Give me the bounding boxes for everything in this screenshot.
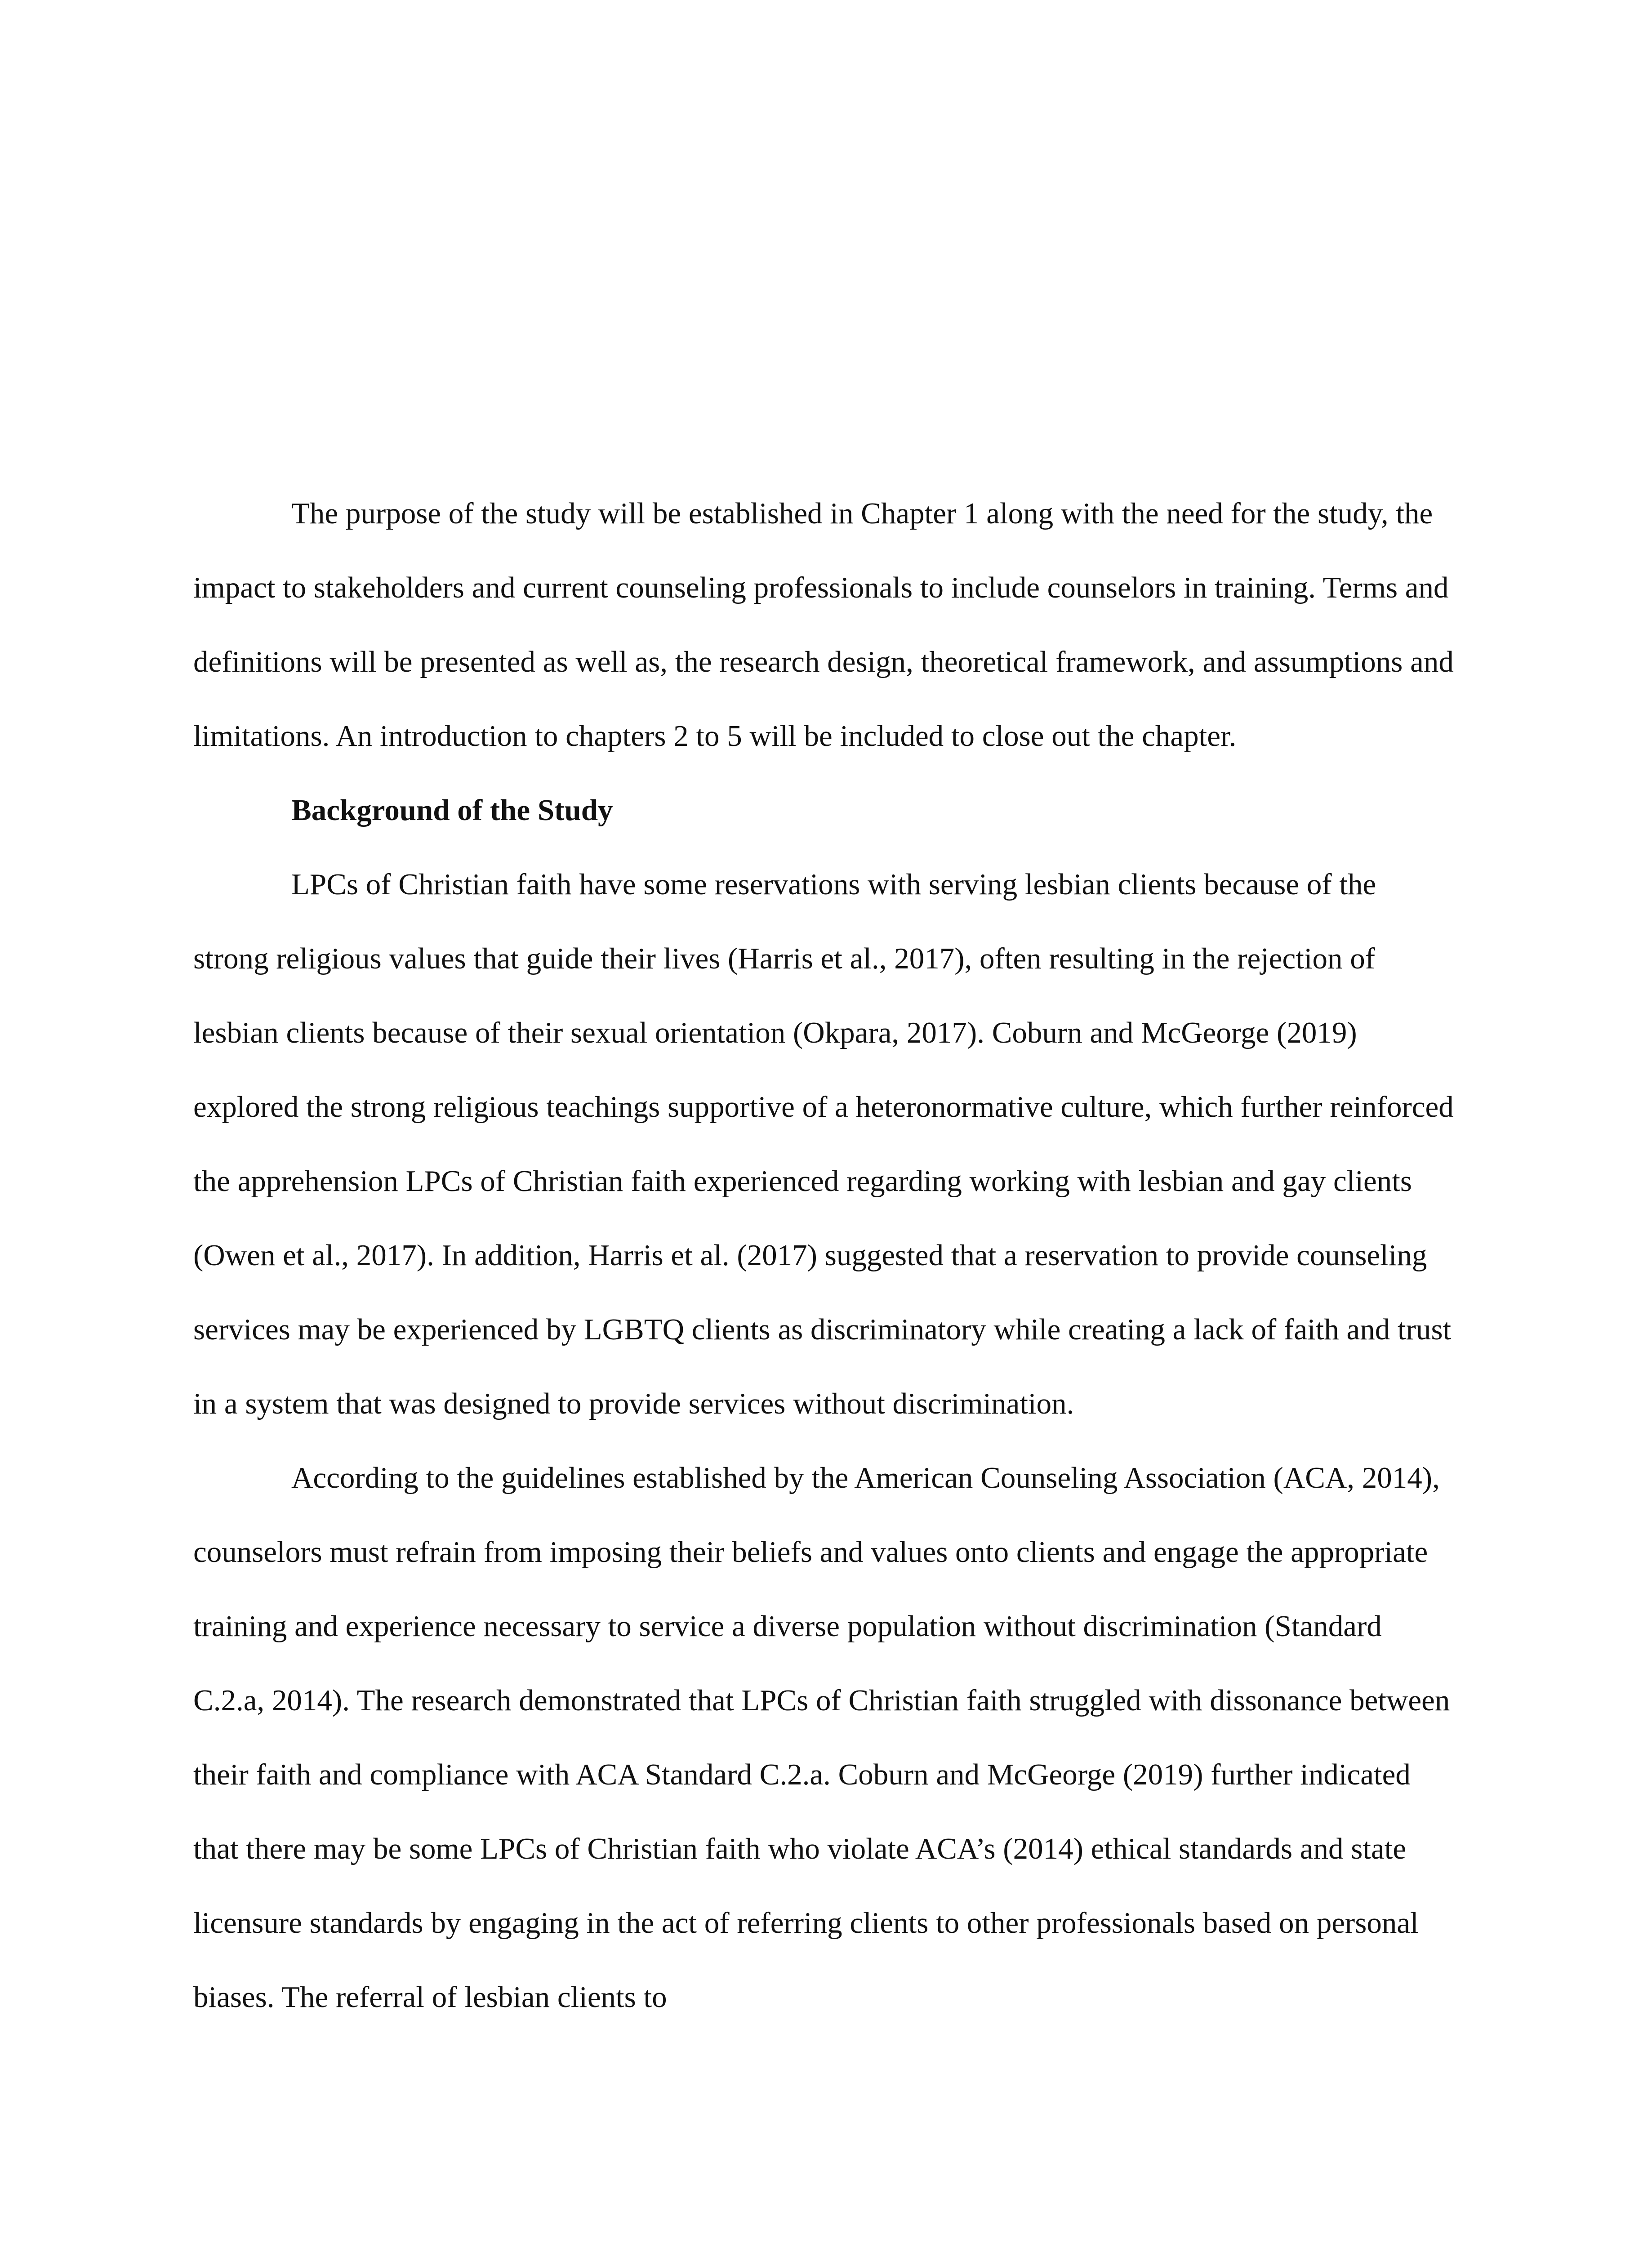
section-heading: Background of the Study <box>291 794 613 827</box>
document-body <box>193 477 1459 2034</box>
background-paragraph-1: LPCs of Christian faith have some reservations with serving lesbian clients because of the strong religious values that guide their lives (Harris et al., 2017), often resulting in the rejection of lesbian clients because of their sexual orientation (Okpara, 2017). Coburn and McGeorge (2019) explored the strong religious teachings supportive of a heteronormative culture, which further reinforced the apprehension LPCs of Christian faith experienced regarding working with lesbian and gay clients (Owen et al., 2017). In addition, Harris et al. (2017) suggested that a reservation to provide counseling services may be experienced by LGBTQ clients as discriminatory while creating a lack of faith and trust in a system that was designed to provide services without discrimination. <box>193 868 1454 1420</box>
intro-paragraph: The purpose of the study will be established in Chapter 1 along with the need for the study, the impact to stakeholders and current counseling professionals to include counselors in training. Terms and definitions will be presented as well as, the research design, theoretical framework, and assumptions and limitations. An introduction to chapters 2 to 5 will be included to close out the chapter. <box>193 497 1454 753</box>
background-paragraph-2: According to the guidelines established by the American Counseling Association (ACA, 2014), counselors must refrain from imposing their beliefs and values onto clients and engage the appropriate training and experience necessary to service a diverse population without discrimination (Standard C.2.a, 2014). The research demonstrated that LPCs of Christian faith struggled with dissonance between their faith and compliance with ACA Standard C.2.a. Coburn and McGeorge (2019) further indicated that there may be some LPCs of Christian faith who violate ACA’s (2014) ethical standards and state licensure standards by engaging in the act of referring clients to other professionals based on personal biases. The referral of lesbian clients to <box>193 1461 1450 2014</box>
